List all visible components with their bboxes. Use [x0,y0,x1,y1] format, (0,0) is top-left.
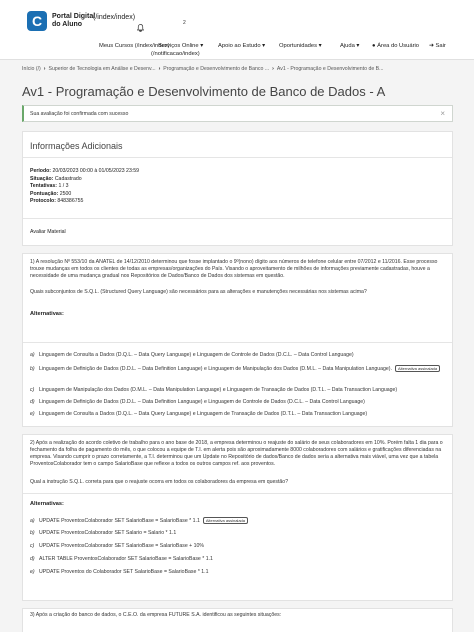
question-body: Após a criação do banco de dados, o C.E.O. da empresa FUTURE S.A. identificou as seguintes situações: [35,612,282,618]
question-text [30,259,448,280]
success-alert [22,105,453,122]
nav-area-usuario[interactable] [372,43,419,49]
info-card [22,131,453,246]
nav-oportunidades[interactable]: Oportunidades ▾ [279,43,322,49]
answer-option[interactable] [30,517,448,525]
selected-badge: Alternativa assinalada [395,365,440,372]
home-link[interactable]: (/index/index) [93,14,136,21]
logout-icon: ➜ [429,43,434,49]
option-letter: e) [30,569,35,575]
chevron-right-icon: › [272,66,274,72]
chevron-right-icon: › [158,66,161,72]
option-text: Linguagem de Consulta a Dados (D.Q.L. – Data Query Language) e Linguagem de Controle de Dados (D.C.L. – Data Control Language) [39,352,354,358]
close-icon[interactable]: × [440,109,445,118]
option-letter: b) [30,365,35,372]
option-text: UPDATE ProventosColaborador SET Salario = Salario * 1.1 [39,530,177,536]
info-label: Situação: [30,175,54,182]
breadcrumb-item[interactable]: Início (/) [22,66,41,72]
top-header [0,0,474,38]
info-row [30,191,139,199]
question-body: A resolução Nº 553/10 da ANATEL de 14/12/2010 determinou que fosse implantado o 9º(nono) dígito aos números de telefone celular entre 07/2012 e 11/2016. Esse processo trouxe mudanças em todos os clientes de todas as empresas/organizações do País. Visando o aproveitamento de milhões de informações previamente cadastradas, houve a necessidade de uma mudança gradual nos Repositórios de Dados/Banco de Dados dos sistemas em questão. [30,259,438,279]
alternatives-title: Alternativas: [30,311,64,317]
divider [23,218,452,219]
option-text: UPDATE ProventosColaborador SET SalarioBase = SalarioBase * 1.1 [39,517,200,524]
question-body: Após a realização do acordo coletivo de trabalho para o ano base de 2018, a empresa determinou o reajuste do salário de seus colaboradores em 10%. Porém falta 1 dia para o fechamento da folha de pagamento do mês, o que colocou a equipe de T.I. em alerta pois são aproximadamente 8000 colaboradores com salários e gratificações diferenciadas na empresa. Visando cumprir o prazo corretamente, a T.I. determinou que um Update no Repositório de dados/Banco de dados seria a alternativa mais viável, uma vez que a tabela ProventosColaborador tem o campo SalarioBase que reflexe a todos os outros campos ref. aos proventos. [30,440,443,467]
breadcrumb-item[interactable]: Programação e Desenvolvimento de Banco ... [163,66,270,72]
answer-option[interactable] [30,352,448,359]
chevron-right-icon: › [43,66,46,72]
main-nav [0,38,474,60]
avaliar-material-link[interactable]: Avaliar Material [30,229,66,235]
alternatives-title: Alternativas: [30,501,64,507]
bell-icon[interactable] [137,24,144,34]
answer-option[interactable] [30,411,448,418]
brand-line-2: do Aluno [52,21,83,28]
breadcrumb-item[interactable]: Superior de Tecnologia em Análise e Desenv... [48,66,156,72]
question-text [30,440,448,468]
user-icon: ● [372,43,376,49]
notification-link[interactable]: (/notificacao/index) [151,51,200,57]
option-letter: c) [30,387,35,393]
info-label: Tentativas: [30,183,58,189]
divider [23,342,452,343]
nav-sair-label: Sair [435,43,446,49]
answer-option[interactable] [30,569,448,576]
answer-option[interactable] [30,387,448,394]
option-letter: a) [30,352,35,358]
brand-line-1: Portal Digital [52,13,96,20]
question-card [22,434,453,601]
option-letter: c) [30,543,35,549]
info-value: 848386755 [57,198,84,204]
option-text: Linguagem de Definição de Dados (D.D.L. – Data Definition Language) e Linguagem de Manipulação dos Dados (D.M.L. – Data Manipulation Language). [39,365,392,372]
selected-badge: Alternativa assinalada [203,517,248,524]
nav-area-usuario-label: Área do Usuário [377,43,420,49]
info-row [30,198,139,206]
info-value: Cadastrado [54,175,82,182]
nav-servicos-online[interactable]: Serviços Online ▾ [158,43,204,49]
info-label: Protocolo: [30,198,56,204]
brand-name[interactable] [52,13,95,29]
answer-option[interactable] [30,556,448,563]
question-prompt: Qual a instrução S.Q.L. correta para que o reajuste ocorra em todos os colaboradores da empresa em questão? [30,479,289,485]
option-letter: d) [30,399,35,405]
option-letter: e) [30,411,35,417]
answer-option[interactable] [30,365,448,373]
info-row [30,176,139,184]
page-title: Av1 - Programação e Desenvolvimento de Banco de Dados - A [22,84,386,99]
question-text [30,612,448,619]
info-label: Período: [30,168,52,174]
info-row [30,183,139,191]
notification-count: 2 [183,20,186,26]
answer-option[interactable] [30,543,448,550]
nav-meus-cursos[interactable]: Meus Cursos (/index/index) [99,43,170,49]
question-number: 3) [30,612,35,618]
option-letter: a) [30,517,35,524]
option-text: Linguagem de Manipulação dos Dados (D.M.L. – Data Manipulation Language) e Linguagem de Transação de Dados (D.T.L. – Data Transaction Language) [39,387,398,393]
info-row [30,168,139,176]
breadcrumb [22,66,462,74]
option-letter: d) [30,556,35,562]
option-text: UPDATE Proventos do Colaborador SET SalarioBase = SalarioBase * 1.1 [39,569,209,575]
nav-apoio-estudo[interactable]: Apoio ao Estudo ▾ [218,43,266,49]
info-title: Informações Adicionais [30,141,123,151]
info-label: Pontuação: [30,190,59,197]
option-text: Linguagem de Consulta a Dados (D.Q.L. – Data Query Language) e Linguagem de Transação de Dados (D.T.L. – Data Transaction Language) [39,411,368,417]
nav-ajuda[interactable]: Ajuda ▾ [340,43,360,49]
info-value: 1 / 3 [58,183,69,189]
option-text: UPDATE ProventosColaborador SET SalarioBase = SalarioBase + 10% [39,543,205,549]
answer-option[interactable] [30,399,448,406]
answer-option[interactable] [30,530,448,537]
question-card [22,608,453,632]
option-letter: b) [30,530,35,536]
breadcrumb-item[interactable]: Av1 - Programação e Desenvolvimento de B... [276,66,384,72]
info-value: 2500 [59,190,72,197]
option-text: Linguagem de Definição de Dados (D.D.L. – Data Definition Language) e Linguagem de Controle de Dados (D.C.L. – Data Control Language) [39,399,365,405]
option-text: ALTER TABLE ProventosColaborador SET SalarioBase = SalarioBase * 1.1 [39,556,213,562]
question-card [22,253,453,427]
alert-message: Sua avaliação foi confirmada com sucesso [30,111,129,117]
divider [23,157,452,158]
question-number: 1) [30,259,35,265]
nav-sair[interactable] [429,43,446,49]
question-prompt: Quais subconjuntos de S.Q.L. (Structured Query Language) são necessários para as alterações e manutenções necessárias nos sistemas acima? [30,289,367,295]
info-list [30,168,139,206]
info-value: 20/03/2023 00:00 à 01/05/2023 23:59 [52,168,140,174]
divider [23,493,452,494]
question-number: 2) [30,440,35,446]
portal-logo-icon[interactable]: C [27,11,47,31]
